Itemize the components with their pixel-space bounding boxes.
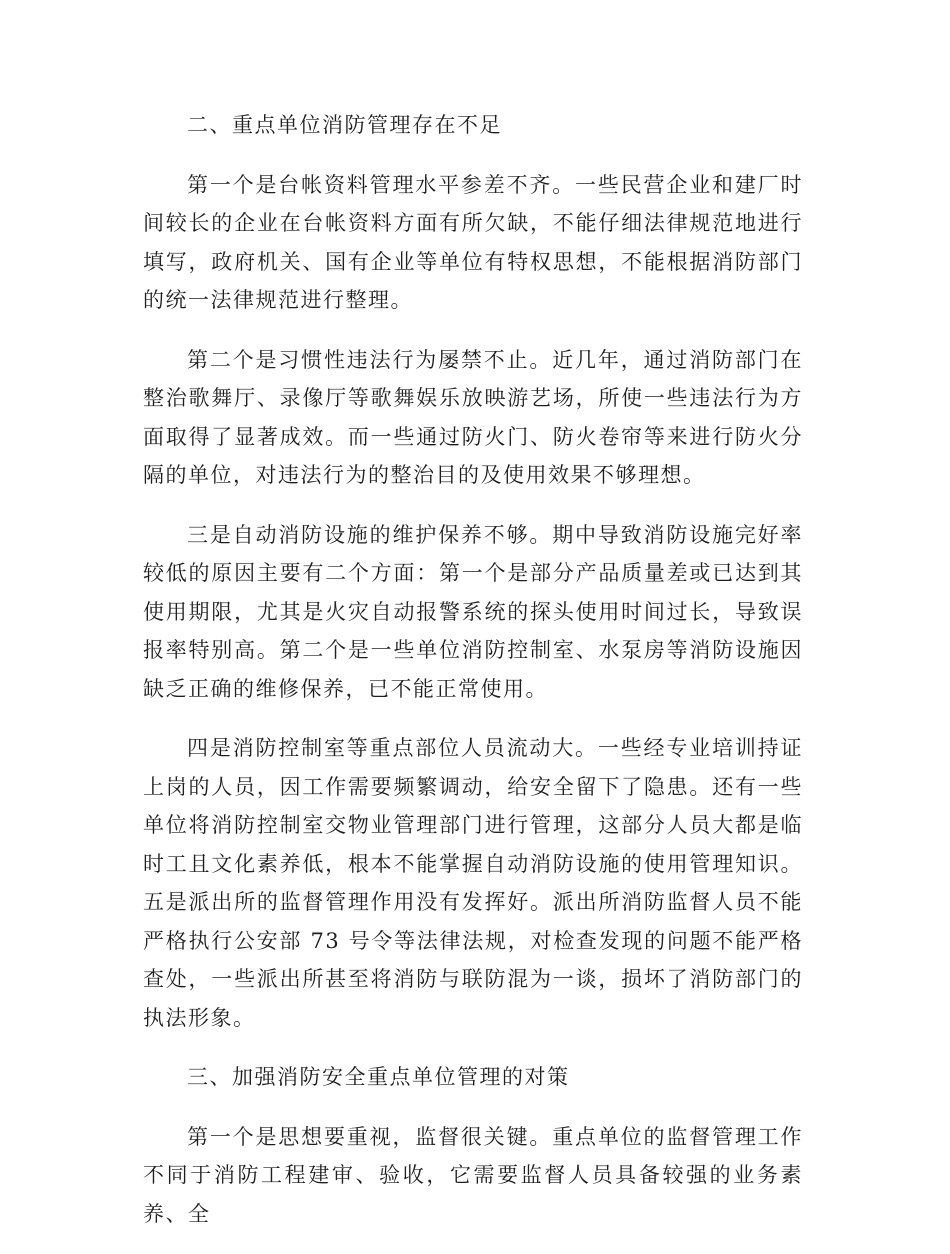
section-heading-2: 二、重点单位消防管理存在不足 bbox=[187, 113, 502, 137]
section-heading-3: 三、加强消防安全重点单位管理的对策 bbox=[187, 1065, 570, 1089]
paragraph-personnel-turnover: 四是消防控制室等重点部位人员流动大。一些经专业培训持证上岗的人员，因工作需要频繁调动，给安全留下了隐患。还有一些单位将消防控制室交物业管理部门进行管理，这部分人员大都是临时工且文化素养低，根本不能掌握自动消防设施的使用管理知识。五是派出所的监督管理作用没有发挥好。派出所消防监督人员不能严格执行公安部 73 号令等法律法规，对检查发现的问题不能严格查处，一些派出所甚至将消防与联防混为一谈，损坏了消防部门的执法形象。 bbox=[143, 736, 803, 1030]
document-body bbox=[143, 106, 803, 1254]
paragraph-facility-maintenance: 三是自动消防设施的维护保养不够。期中导致消防设施完好率较低的原因主要有二个方面：第一个是部分产品质量差或已达到其使用期限，尤其是火灾自动报警系统的探头使用时间过长，导致误报率特别高。第二个是一些单位消防控制室、水泵房等消防设施因缺乏正确的维修保养，已不能正常使用。 bbox=[143, 522, 803, 701]
paragraph-supervision: 第一个是思想要重视，监督很关键。重点单位的监督管理工作不同于消防工程建审、验收，它需要监督人员具备较强的业务素养、全 bbox=[143, 1124, 803, 1226]
paragraph-ledger-management: 第一个是台帐资料管理水平参差不齐。一些民营企业和建厂时间较长的企业在台帐资料方面有所欠缺，不能仔细法律规范地进行填写，政府机关、国有企业等单位有特权思想，不能根据消防部门的统一法律规范进行整理。 bbox=[143, 172, 803, 312]
paragraph-habitual-violations: 第二个是习惯性违法行为屡禁不止。近几年，通过消防部门在整治歌舞厅、录像厅等歌舞娱乐放映游艺场，所使一些违法行为方面取得了显著成效。而一些通过防火门、防火卷帘等来进行防火分隔的单位，对违法行为的整治目的及使用效果不够理想。 bbox=[143, 347, 803, 487]
